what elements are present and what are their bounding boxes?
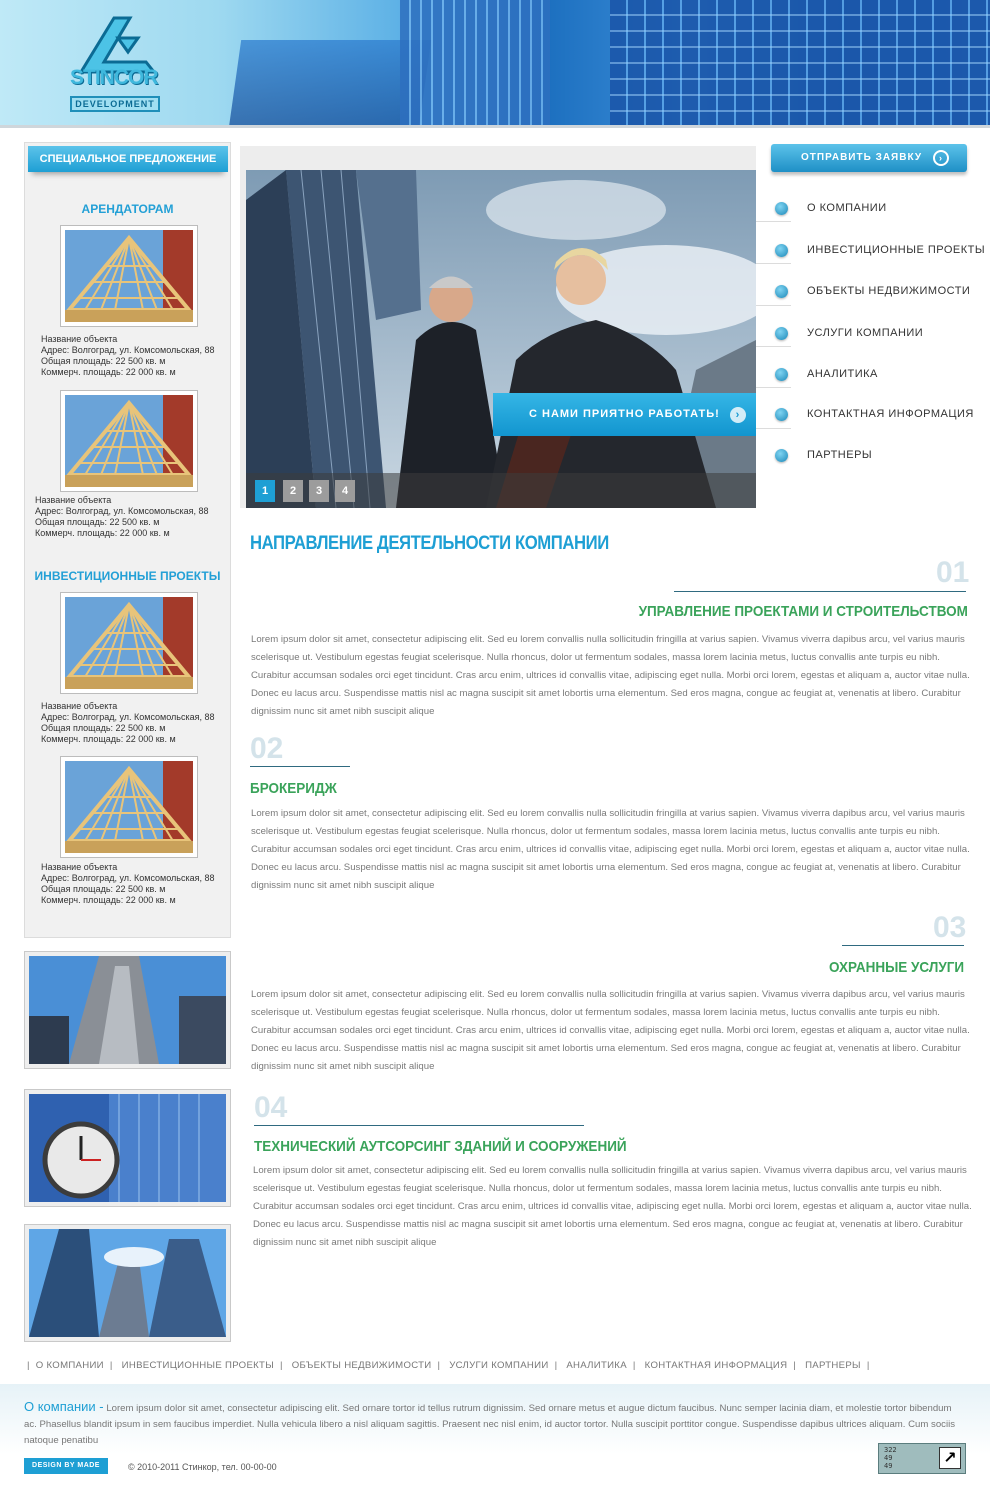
section-divider bbox=[674, 591, 966, 592]
sidebar-item-realty[interactable]: ОБЪЕКТЫ НЕДВИЖИМОСТИ bbox=[771, 271, 990, 312]
sidebar-item-analytics[interactable]: АНАЛИТИКА bbox=[771, 354, 990, 395]
sidebar-item-investment[interactable]: ИНВЕСТИЦИОННЫЕ ПРОЕКТЫ bbox=[771, 230, 990, 271]
nav-divider bbox=[756, 305, 791, 306]
logo-subtitle: DEVELOPMENT bbox=[70, 96, 160, 112]
nav-divider bbox=[756, 263, 791, 264]
special-offer-panel bbox=[24, 142, 231, 938]
section-text: Lorem ipsum dolor sit amet, consectetur adipiscing elit. Sed eu lorem convallis nulla sollicitudin fringilla at varius sapien. Vivamus viverra dapibus arcu, vel varius mauris scelerisque ut. Vestibulum egestas feugiat scelerisque. Nulla rhoncus, dolor ut fermentum sodales, massa lorem lacinia metus, luctus convallis ante turpis eu nibh. Curabitur accumsan sodales orci eget tincidunt. Cras arcu enim, ultrices id convallis vitae, adipiscing eget nulla. Morbi orci lorem, egestas et aliquam a, auctor vitae nulla. Donec eu lacus arcu. Suspendisse mattis nisl ac magna suscipit sit amet lobortis urna elementum. Sed eros magna, congue ac feugiat at, venenatis at libero. Curabitur dignissim nunc sit amet nibh suscipit alique bbox=[251, 989, 970, 1072]
nav-divider bbox=[756, 428, 791, 429]
slider-page-2[interactable]: 2 bbox=[283, 480, 303, 502]
section-text: Lorem ipsum dolor sit amet, consectetur adipiscing elit. Sed eu lorem convallis nulla sollicitudin fringilla at varius sapien. Vivamus viverra dapibus arcu, vel varius mauris scelerisque ut. Vestibulum egestas feugiat scelerisque. Nulla rhoncus, dolor ut fermentum sodales, massa lorem lacinia metus, luctus convallis ante turpis eu nibh. Curabitur accumsan sodales orci eget tincidunt. Cras arcu enim, ultrices id convallis vitae, adipiscing eget nulla. Morbi orci lorem, egestas et aliquam a, auctor vitae nulla. Donec eu lacus arcu. Suspendisse mattis nisl ac magna suscipit sit amet lobortis urna elementum. Sed eros magna, congue ac feugiat at, venenatis at libero. Curabitur dignissim nunc sit amet nibh suscipit alique bbox=[251, 808, 970, 891]
towers-image bbox=[29, 1229, 226, 1337]
footer-link-realty[interactable]: ОБЪЕКТЫ НЕДВИЖИМОСТИ bbox=[291, 1360, 432, 1371]
bullet-icon bbox=[775, 368, 788, 381]
visitor-counter[interactable] bbox=[878, 1443, 966, 1474]
section-text: Lorem ipsum dolor sit amet, consectetur adipiscing elit. Sed eu lorem convallis nulla sollicitudin fringilla at varius sapien. Vivamus viverra dapibus arcu, vel varius mauris scelerisque ut. Vestibulum egestas feugiat scelerisque. Nulla rhoncus, dolor ut fermentum sodales, massa lorem lacinia metus, luctus convallis ante turpis eu nibh. Curabitur accumsan sodales orci eget tincidunt. Cras arcu enim, ultrices id convallis vitae, adipiscing eget nulla. Morbi orci lorem, egestas et aliquam a, auctor vitae nulla. Donec eu lacus arcu. Suspendisse mattis nisl ac magna suscipit sit amet lobortis urna elementum. Sed eros magna, congue ac feugiat at, venenatis at libero. Curabitur dignissim nunc sit amet nibh suscipit alique bbox=[251, 634, 970, 717]
page-title: НАПРАВЛЕНИЕ ДЕЯТЕЛЬНОСТИ КОМПАНИИ bbox=[250, 533, 609, 554]
construction-image bbox=[65, 597, 193, 689]
nav-divider bbox=[756, 346, 791, 347]
section-title: УПРАВЛЕНИЕ ПРОЕКТАМИ И СТРОИТЕЛЬСТВОМ bbox=[638, 603, 968, 620]
bullet-icon bbox=[775, 327, 788, 340]
arrow-right-icon: › bbox=[730, 407, 746, 423]
counter-values: 322 49 49 bbox=[884, 1446, 897, 1470]
sidebar-item-services[interactable]: УСЛУГИ КОМПАНИИ bbox=[771, 313, 990, 354]
section-divider bbox=[842, 945, 964, 946]
bullet-icon bbox=[775, 408, 788, 421]
business-meeting-image bbox=[246, 170, 756, 508]
object-thumbnail[interactable] bbox=[60, 225, 198, 327]
send-request-button[interactable]: ОТПРАВИТЬ ЗАЯВКУ › bbox=[771, 144, 967, 172]
bullet-icon bbox=[775, 202, 788, 215]
skyscraper-image bbox=[29, 956, 226, 1064]
footer-about bbox=[24, 1399, 966, 1449]
slider-page-3[interactable]: 3 bbox=[309, 480, 329, 502]
section-title: БРОКЕРИДЖ bbox=[250, 780, 337, 797]
section-text: Lorem ipsum dolor sit amet, consectetur adipiscing elit. Sed eu lorem convallis nulla sollicitudin fringilla at varius sapien. Vivamus viverra dapibus arcu, vel varius mauris scelerisque ut. Vestibulum egestas feugiat scelerisque. Nulla rhoncus, dolor ut fermentum sodales, massa lorem lacinia metus, luctus convallis ante turpis eu nibh. Curabitur accumsan sodales orci eget tincidunt. Cras arcu enim, ultrices id convallis vitae, adipiscing eget nulla. Morbi orci lorem, egestas et aliquam a, auctor vitae nulla. Donec eu lacus arcu. Suspendisse mattis nisl ac magna suscipit sit amet lobortis urna elementum. Sed eros magna, congue ac feugiat at, venenatis at libero. Curabitur dignissim nunc sit amet nibh suscipit alique bbox=[253, 1165, 972, 1248]
footer-link-analytics[interactable]: АНАЛИТИКА bbox=[566, 1360, 627, 1371]
section-number: 04 bbox=[254, 1091, 288, 1124]
object-info: Название объекта Адрес: Волгоград, ул. Комсомольская, 88 Общая площадь: 22 500 кв. м Коммерч. площадь: 22 000 кв. м bbox=[35, 495, 209, 538]
construction-image bbox=[65, 395, 193, 487]
sidebar-item-contacts[interactable]: КОНТАКТНАЯ ИНФОРМАЦИЯ bbox=[771, 394, 990, 435]
footer-link-partners[interactable]: ПАРТНЕРЫ bbox=[805, 1360, 861, 1371]
object-info: Название объекта Адрес: Волгоград, ул. Комсомольская, 88 Общая площадь: 22 500 кв. м Коммерч. площадь: 22 000 кв. м bbox=[41, 334, 215, 377]
logo[interactable] bbox=[70, 12, 162, 112]
header-building-mid bbox=[400, 0, 550, 128]
design-credit-badge[interactable]: DESIGN BY MADE bbox=[24, 1458, 108, 1474]
section-number: 03 bbox=[933, 911, 967, 944]
slider-page-1[interactable]: 1 bbox=[255, 480, 275, 502]
photo-clock[interactable] bbox=[24, 1089, 231, 1207]
construction-image bbox=[65, 761, 193, 853]
object-thumbnail[interactable] bbox=[60, 390, 198, 492]
footer-link-contacts[interactable]: КОНТАКТНАЯ ИНФОРМАЦИЯ bbox=[644, 1360, 788, 1371]
section-title: ТЕХНИЧЕСКИЙ АУТСОРСИНГ ЗДАНИЙ И СООРУЖЕНИЙ bbox=[254, 1138, 627, 1155]
bullet-icon bbox=[775, 285, 788, 298]
slider-page-4[interactable]: 4 bbox=[335, 480, 355, 502]
footer-about-label: О компании - bbox=[24, 1399, 104, 1414]
section-tenants-title[interactable]: АРЕНДАТОРАМ bbox=[81, 202, 174, 216]
clock-image bbox=[29, 1094, 226, 1202]
logo-mark-icon bbox=[76, 12, 156, 74]
section-number: 01 bbox=[936, 556, 970, 589]
arrow-up-right-icon: ↗ bbox=[939, 1447, 961, 1469]
section-title: ОХРАННЫЕ УСЛУГИ bbox=[828, 959, 964, 976]
object-info: Название объекта Адрес: Волгоград, ул. Комсомольская, 88 Общая площадь: 22 500 кв. м Коммерч. площадь: 22 000 кв. м bbox=[41, 701, 215, 744]
sidebar-item-about[interactable]: О КОМПАНИИ bbox=[771, 188, 990, 229]
header-building-grid bbox=[610, 0, 990, 128]
slide-cta-button[interactable]: С НАМИ ПРИЯТНО РАБОТАТЬ! › bbox=[493, 393, 756, 436]
footer-link-about[interactable]: О КОМПАНИИ bbox=[35, 1360, 104, 1371]
slider-image[interactable] bbox=[246, 170, 756, 508]
object-thumbnail[interactable] bbox=[60, 756, 198, 858]
photo-skyscraper[interactable] bbox=[24, 951, 231, 1069]
object-thumbnail[interactable] bbox=[60, 592, 198, 694]
photo-towers[interactable] bbox=[24, 1224, 231, 1342]
logo-name: STINCOR bbox=[70, 66, 158, 89]
construction-image bbox=[65, 230, 193, 322]
section-divider bbox=[250, 766, 350, 767]
site-header bbox=[0, 0, 990, 128]
circle-arrow-icon: › bbox=[933, 150, 949, 166]
nav-divider bbox=[756, 387, 791, 388]
sidebar-item-partners[interactable]: ПАРТНЕРЫ bbox=[771, 435, 990, 476]
object-info: Название объекта Адрес: Волгоград, ул. Комсомольская, 88 Общая площадь: 22 500 кв. м Коммерч. площадь: 22 000 кв. м bbox=[41, 862, 215, 905]
footer-link-investment[interactable]: ИНВЕСТИЦИОННЫЕ ПРОЕКТЫ bbox=[121, 1360, 274, 1371]
copyright: © 2010-2011 Стинкор, тел. 00-00-00 bbox=[128, 1462, 277, 1472]
footer-nav: | О КОМПАНИИ | ИНВЕСТИЦИОННЫЕ ПРОЕКТЫ | ОБЪЕКТЫ НЕДВИЖИМОСТИ | УСЛУГИ КОМПАНИИ | АНАЛИТИКА | КОНТАКТНАЯ ИНФОРМАЦИЯ | ПАРТНЕРЫ | bbox=[27, 1360, 870, 1371]
special-offer-title: СПЕЦИАЛЬНОЕ ПРЕДЛОЖЕНИЕ bbox=[28, 146, 228, 172]
bullet-icon bbox=[775, 244, 788, 257]
section-number: 02 bbox=[250, 732, 284, 765]
footer-about-text: Lorem ipsum dolor sit amet, consectetur adipiscing elit. Sed ornare tortor id tellus rutrum dignissim. Sed ornare metus et augue dictum faucibus. Nunc semper lacinia diam, et molestie tortor bibendum ac. Phasellus blandit ipsum in sem faucibus imperdiet. Nulla vehicula libero a nisl aliquam sagittis. Praesent nec nisl enim, id auctor tortor. Nulla suscipit porttitor congue. Suspendisse dapibus ultrices aliquam. Cum sociis natoque penatibu bbox=[24, 1403, 956, 1446]
nav-divider bbox=[756, 221, 791, 222]
footer-link-services[interactable]: УСЛУГИ КОМПАНИИ bbox=[449, 1360, 549, 1371]
section-divider bbox=[254, 1125, 584, 1126]
section-investment-title[interactable]: ИНВЕСТИЦИОННЫЕ ПРОЕКТЫ bbox=[34, 569, 221, 583]
site-footer bbox=[0, 1384, 990, 1501]
slider-pager bbox=[246, 473, 756, 508]
bullet-icon bbox=[775, 449, 788, 462]
